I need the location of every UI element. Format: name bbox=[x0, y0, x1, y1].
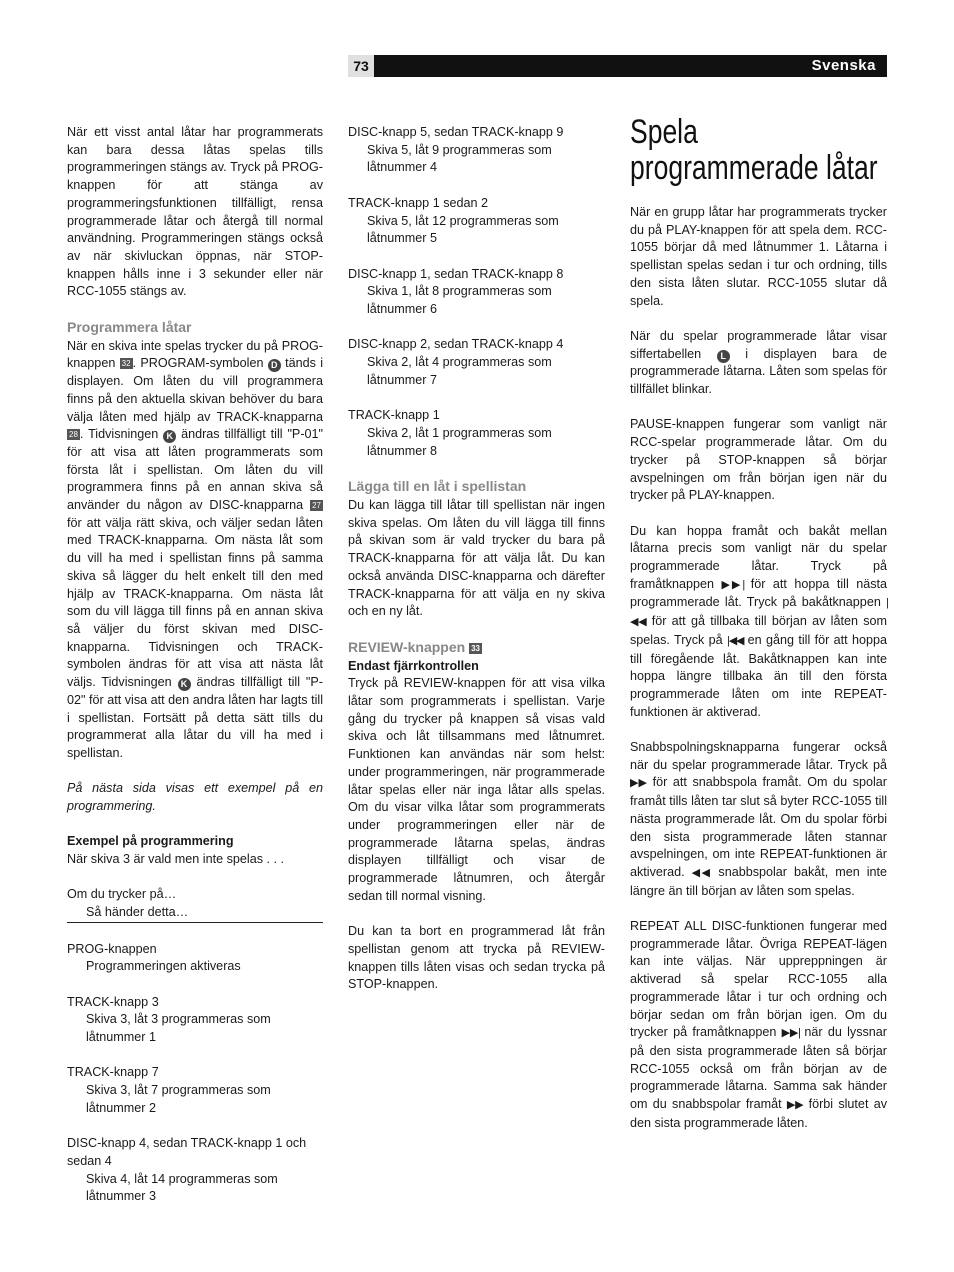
review-subheading: Endast fjärrkontrollen bbox=[348, 658, 479, 673]
add-paragraph: Du kan lägga till låtar till spellistan när ingen skiva spelas. Om låten du vill lägga till finns på skivan som är vald trycker du bara på TRACK-knapparna för att välja låt. Du kan också använda DISC-knapparna och därefter TRACK-knapparna för att välja en ny skiva och en ny låt. bbox=[348, 498, 605, 619]
skip-back-icon: |◀◀ bbox=[630, 597, 887, 629]
intro-paragraph: När ett visst antal låtar har programmerats kan bara dessa låtas spelas tills programmeringen stängs av. Tryck på PROG-knappen för att stänga av programmeringsfunktionen tillfälligt, rensa programmerade låtar och återgå till normal användning. Programmeringen stängs också av när skivluckan öppnas, när STOP-knappen hålls inne i 3 sekunder eller när RCC-1055 stängs av. bbox=[67, 125, 323, 299]
column-right bbox=[630, 113, 888, 1150]
fast-forward-icon: ▶▶ bbox=[630, 777, 648, 790]
heading-lagga-till: Lägga till en låt i spellistan bbox=[348, 478, 527, 495]
pause-paragraph: PAUSE-knappen fungerar som vanligt när RCC-spelar programmerade låtar. Om du trycker på STOP-knappen så börjar avspelningen om från början igen när du trycker på PLAY-knappen. bbox=[630, 417, 887, 503]
language-label: Svenska bbox=[811, 57, 876, 74]
heading-review: REVIEW-knappen 33 bbox=[348, 638, 480, 655]
page-title: Spela programmerade låtar bbox=[630, 113, 878, 187]
list-item: DISC-knapp 1, sedan TRACK-knapp 8 Skiva 1, låt 8 programmeras som låtnummer 6 bbox=[348, 266, 564, 316]
next-page-note: På nästa sida visas ett exempel på en programmering. bbox=[67, 781, 323, 813]
badge-33-icon: 33 bbox=[471, 643, 480, 653]
circle-l-icon: L bbox=[717, 350, 730, 363]
review-paragraph: Tryck på REVIEW-knappen för att visa vilka låtar som programmerats i spellistan. Varje gång du trycker på knappen så visas vald skiva och låt tillsammans med låtnumret. Funktionen kan användas när som helst: under programmeringen, när programmerade låtar spelas eller när inga låtar alls spelas. Om du visar vilka låtar som programmerats under programmeringen eller när de programmerade låtarna spelas, ändras displayen tillfälligt och visar de programmerade låtnumren, och återgår sedan till normal visning. bbox=[348, 676, 605, 903]
circle-k-icon: K bbox=[178, 678, 191, 691]
column-middle bbox=[348, 124, 605, 1012]
list-item: DISC-knapp 5, sedan TRACK-knapp 9 Skiva 5, låt 9 programmeras som låtnummer 4 bbox=[348, 125, 564, 175]
play-paragraph: När en grupp låtar har programmerats trycker du på PLAY-knappen för att spela dem. RCC-1055 börjar då med låtnummer 1. Låtarna i spellistan spelas sedan i tur och ordning, tills den sista låten slutar. RCC-1055 slutar då spela. bbox=[630, 205, 887, 308]
example-intro: När skiva 3 är vald men inte spelas . . . bbox=[67, 852, 284, 867]
badge-28-icon: 28 bbox=[69, 430, 78, 440]
circle-k-icon: K bbox=[163, 430, 176, 443]
example-table-header: Om du trycker på… Så händer detta… bbox=[67, 886, 323, 922]
circle-d-icon: D bbox=[268, 359, 281, 372]
skip-back-icon: |◀◀ bbox=[727, 634, 744, 647]
list-item: DISC-knapp 2, sedan TRACK-knapp 4 Skiva 2, låt 4 programmeras som låtnummer 7 bbox=[348, 337, 564, 387]
example-title: Exempel på programmering bbox=[67, 834, 234, 849]
skip-forward-icon: ▶▶| bbox=[721, 578, 744, 591]
list-item: DISC-knapp 4, sedan TRACK-knapp 1 och sedan 4 Skiva 4, låt 14 programmeras som låtnummer 3 bbox=[67, 1136, 307, 1204]
scan-paragraph: Snabbspolningsknapparna fungerar också när du spelar programmerade låtar. Tryck på ▶▶ för att snabbspola framåt. Om du spolar framåt tills låten tar slut så byter RCC-1055 till nästa programmerade låt. Om du spolar förbi den sista programmerade låten stannar avspelningen, om inte REPEAT-funktionen är aktiverad. ◀◀ snabbspolar bakåt, men inte längre än till början av låten som spelas. bbox=[630, 740, 888, 898]
list-item: PROG-knappen Programmeringen aktiveras bbox=[67, 941, 241, 974]
skip-paragraph: Du kan hoppa framåt och bakåt mellan låtarna precis som vanligt när du spelar programmerade låtar. Tryck på framåtknappen ▶▶| för att hoppa till nästa programmerade låt. Tryck på bakåtknappen |◀◀ för att gå tillbaka till början av låten som spelas. Tryck på |◀◀ en gång till för att hoppa till föregående låt. Bakåtknappen kan inte hoppa längre tillbaka än till den första programmerade låten om inte REPEAT-funktionen är aktiverad. bbox=[630, 523, 888, 719]
list-item: TRACK-knapp 1 sedan 2 Skiva 5, låt 12 programmeras som låtnummer 5 bbox=[348, 195, 559, 246]
display-paragraph: När du spelar programmerade låtar visar siffertabellen L i displayen bara de programmerade låtarna. Låten som spelas för tillfället blinkar. bbox=[630, 328, 888, 397]
header-bar bbox=[348, 55, 887, 77]
remove-paragraph: Du kan ta bort en programmerad låt från spellistan genom att trycka på REVIEW-knappen tills låten visas och sedan trycka på STOP-knappen. bbox=[348, 924, 605, 992]
list-item: TRACK-knapp 3 Skiva 3, låt 3 programmeras som låtnummer 1 bbox=[67, 994, 271, 1045]
badge-32-icon: 32 bbox=[121, 359, 131, 369]
list-item: TRACK-knapp 1 Skiva 2, låt 1 programmeras som låtnummer 8 bbox=[348, 408, 552, 458]
list-item: TRACK-knapp 7 Skiva 3, låt 7 programmeras som låtnummer 2 bbox=[67, 1065, 271, 1115]
column-left bbox=[67, 124, 323, 1224]
rewind-icon: ◀◀ bbox=[691, 866, 712, 879]
program-paragraph: När en skiva inte spelas trycker du på PROG-knappen 32 . PROGRAM-symbolen D tänds i displayen. Om låten du vill programmera finns på den aktuella skivan behöver du bara välja låten med hjälp av TRACK-knapparna 28 . Tidvisningen K ändras tillfälligt till "P-01" för att visa att låten programmerats som första låt i spellistan. Om låten du vill programmera finns på en annan skiva så använder du någon av DISC-knapparna 27 för att välja rätt skiva, och väljer sedan låten med TRACK-knapparna. Om nästa låt som du vill ha med i spellistan finns på samma skiva så lägger du helt enkelt till den med hjälp av TRACK-knapparna. Om nästa låt som du vill lägga till finns på en annan skiva så väljer du först skivan med DISC-knapparna. Tidvisningen och TRACK-symbolen ändras för att visa att nästa låt väljs. Tidvisningen K ändras tillfälligt till "P-02" för att visa att den andra låten har lagts till i spellistan. Fortsätt på detta sätt tills du programmerat alla låtar du vill ha med i spellistan. bbox=[67, 338, 323, 760]
skip-forward-icon: ▶▶| bbox=[781, 1027, 800, 1040]
fast-forward-icon: ▶▶ bbox=[786, 1099, 804, 1112]
page-number: 73 bbox=[348, 55, 374, 77]
heading-programmera: Programmera låtar bbox=[67, 319, 192, 336]
badge-27-icon: 27 bbox=[312, 501, 321, 511]
repeat-paragraph: REPEAT ALL DISC-funktionen fungerar med programmerade låtar. Övriga REPEAT-lägen kan inte väljas. När uppreppningen är aktiverad så spelar RCC-1055 alla programmerade låtar i tur och ordning och börjar sedan om från början igen. Om du trycker på framåtknappen ▶▶| när du lyssnar på den sista programmerade låten så börjar RCC-1055 också om från början av de programmerade låtarna. Samma sak händer om du snabbspolar framåt ▶▶ förbi slutet av den sista programmerade låten. bbox=[630, 919, 888, 1130]
